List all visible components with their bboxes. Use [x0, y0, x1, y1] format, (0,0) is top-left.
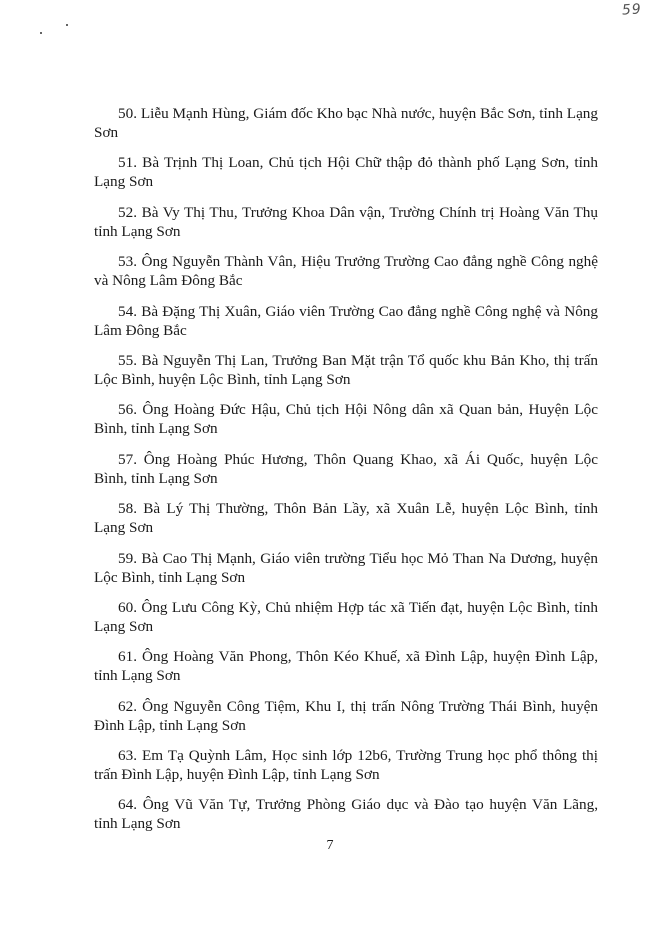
handwritten-page-mark: 59: [621, 1, 643, 19]
list-item: 56. Ông Hoàng Đức Hậu, Chủ tịch Hội Nông dân xã Quan bản, Huyện Lộc Bình, tỉnh Lạng Sơn: [94, 401, 598, 438]
page-number: 7: [326, 838, 334, 853]
scan-speck: [40, 32, 42, 34]
list-item: 63. Em Tạ Quỳnh Lâm, Học sinh lớp 12b6, Trường Trung học phổ thông thị trấn Đình Lập, huyện Đình Lập, tỉnh Lạng Sơn: [94, 747, 598, 784]
list-item: 58. Bà Lý Thị Thường, Thôn Bản Lầy, xã Xuân Lễ, huyện Lộc Bình, tỉnh Lạng Sơn: [94, 500, 598, 537]
list-item: 50. Liễu Mạnh Hùng, Giám đốc Kho bạc Nhà nước, huyện Bắc Sơn, tỉnh Lạng Sơn: [94, 105, 598, 141]
list-item: 61. Ông Hoàng Văn Phong, Thôn Kéo Khuế, xã Đình Lập, huyện Đình Lập, tỉnh Lạng Sơn: [94, 648, 598, 685]
list-item: 55. Bà Nguyễn Thị Lan, Trưởng Ban Mặt trận Tổ quốc khu Bản Kho, thị trấn Lộc Bình, huyện Lộc Bình, tỉnh Lạng Sơn: [94, 351, 598, 388]
list-item: 64. Ông Vũ Văn Tự, Trưởng Phòng Giáo dục và Đào tạo huyện Văn Lãng, tỉnh Lạng Sơn: [94, 796, 598, 833]
list-item: 51. Bà Trịnh Thị Loan, Chủ tịch Hội Chữ thập đỏ thành phố Lạng Sơn, tỉnh Lạng Sơn: [94, 154, 598, 191]
list-item: 54. Bà Đặng Thị Xuân, Giáo viên Trường Cao đẳng nghề Công nghệ và Nông Lâm Đông Bắc: [94, 302, 598, 339]
list-item: 62. Ông Nguyễn Công Tiệm, Khu I, thị trấn Nông Trường Thái Bình, huyện Đình Lập, tỉnh Lạng Sơn: [94, 697, 598, 734]
list-item: 57. Ông Hoàng Phúc Hương, Thôn Quang Khao, xã Ái Quốc, huyện Lộc Bình, tỉnh Lạng Sơn: [94, 450, 598, 487]
scan-speck: [66, 24, 68, 26]
award-list: [94, 104, 598, 845]
list-item: 53. Ông Nguyễn Thành Vân, Hiệu Trưởng Trường Cao đẳng nghề Công nghệ và Nông Lâm Đông Bắc: [94, 253, 598, 290]
list-item: 52. Bà Vy Thị Thu, Trưởng Khoa Dân vận, Trường Chính trị Hoàng Văn Thụ tỉnh Lạng Sơn: [94, 203, 598, 240]
list-item: 60. Ông Lưu Công Kỳ, Chủ nhiệm Hợp tác xã Tiến đạt, huyện Lộc Bình, tỉnh Lạng Sơn: [94, 598, 598, 635]
list-item: 59. Bà Cao Thị Mạnh, Giáo viên trường Tiểu học Mỏ Than Na Dương, huyện Lộc Bình, tỉnh Lạng Sơn: [94, 549, 598, 586]
